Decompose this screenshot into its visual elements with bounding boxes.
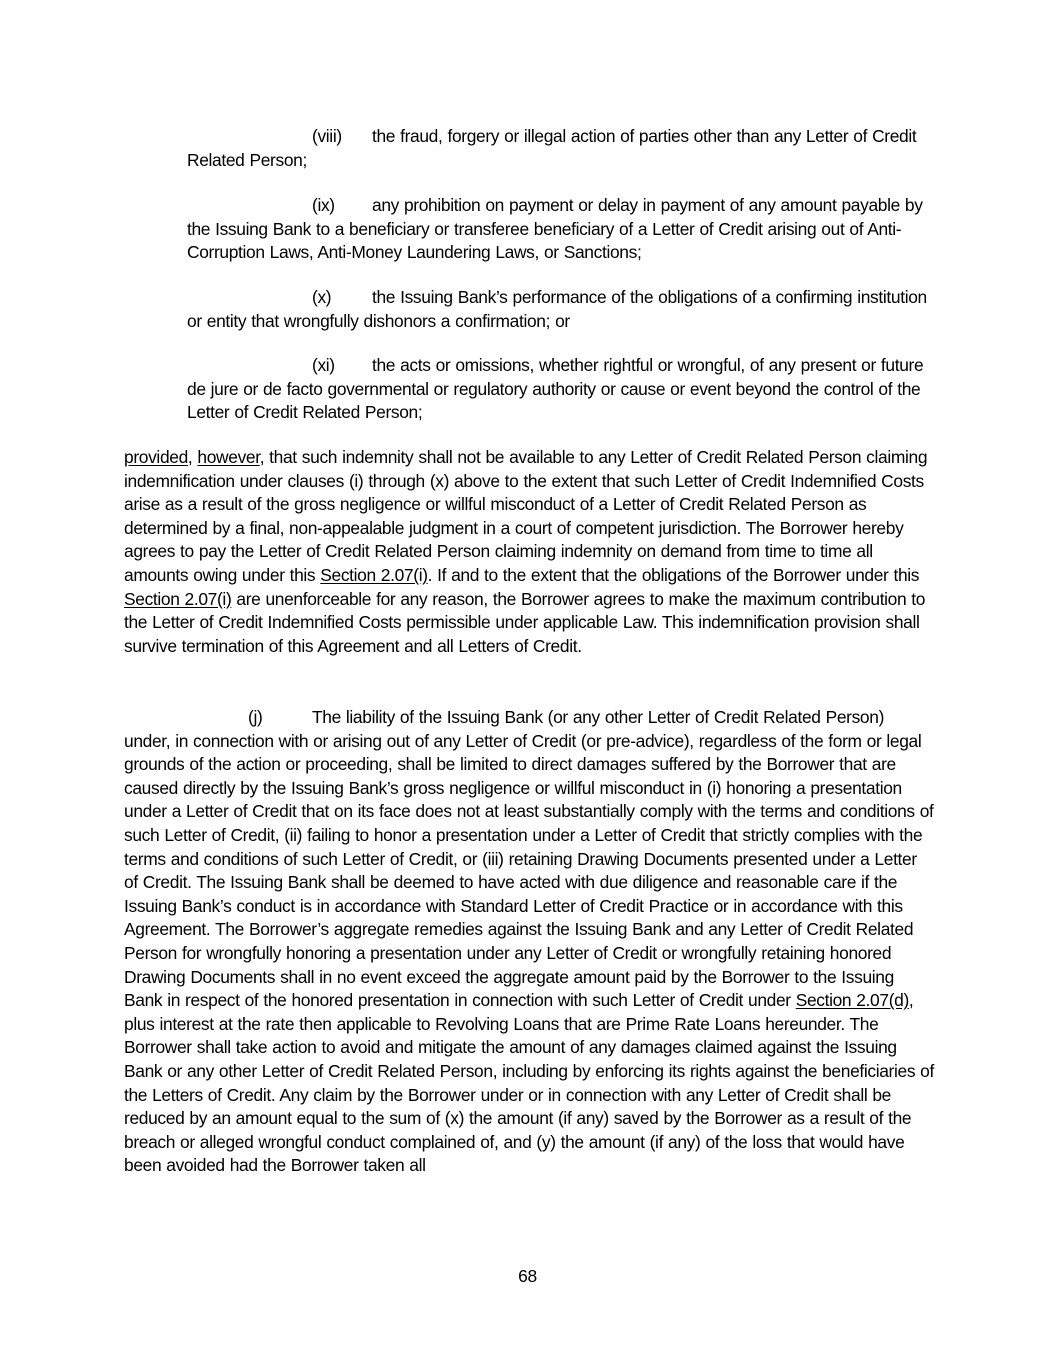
clause-ix bbox=[187, 194, 932, 265]
clause-x bbox=[187, 286, 932, 333]
section-j-text-1: The liability of the Issuing Bank (or any other Letter of Credit Related Person) under, in connection with or arising out of any Letter of Credit (or pre-advice), regardless of the form or legal grounds of the action or proceeding, shall be limited to direct damages suffered by the Borrower that are caused directly by the Issuing Bank’s gross negligence or willful misconduct in (i) honoring a presentation under a Letter of Credit that on its face does not at least substantially comply with the terms and conditions of such Letter of Credit, (ii) failing to honor a presentation under a Letter of Credit that strictly complies with the terms and conditions of such Letter of Credit, or (iii) retaining Drawing Documents presented under a Letter of Credit. The Issuing Bank shall be deemed to have acted with due diligence and reasonable care if the Issuing Bank’s conduct is in accordance with Standard Letter of Credit Practice or in accordance with this Agreement. The Borrower’s aggregate remedies against the Issuing Bank and any Letter of Credit Related Person for wrongfully honoring a presentation under any Letter of Credit or wrongfully retaining honored Drawing Documents shall in no event exceed the aggregate amount paid by the Borrower to the Issuing Bank in respect of the honored presentation in connection with such Letter of Credit under bbox=[124, 707, 934, 1011]
proviso-paragraph bbox=[124, 446, 934, 658]
proviso-text-2: . If and to the extent that the obligations of the Borrower under this bbox=[427, 564, 920, 585]
clause-xi-label: (xi) bbox=[312, 355, 335, 375]
clause-viii-label: (viii) bbox=[312, 126, 342, 146]
proviso-text-1: , that such indemnity shall not be available to any Letter of Credit Related Person claiming indemnification under clauses (i) through (x) above to the extent that such Letter of Credit Indemnified Costs arise as a result of the gross negligence or willful misconduct of a Letter of Credit Related Person as determined by a final, non-appealable judgment in a court of competent jurisdiction. The Borrower hereby agrees to pay the Letter of Credit Related Person claiming indemnity on demand from time to time all amounts owing under this bbox=[124, 447, 928, 585]
proviso-text-3: are unenforceable for any reason, the Borrower agrees to make the maximum contribution to the Letter of Credit Indemnified Costs permissible under applicable Law. This indemnification provision shall survive termination of this Agreement and all Letters of Credit. bbox=[124, 588, 926, 656]
page-number: 68 bbox=[518, 1266, 537, 1286]
section-reference-link[interactable]: Section 2.07(i) bbox=[124, 588, 232, 609]
section-j-label: (j) bbox=[248, 707, 263, 727]
clause-x-label: (x) bbox=[312, 287, 332, 307]
clause-xi-text: the acts or omissions, whether rightful or wrongful, of any present or future de jure or de facto governmental or regulatory authority or cause or event beyond the control of the Letter of Credit Related Person; bbox=[187, 355, 924, 423]
section-j-text-2: , plus interest at the rate then applicable to Revolving Loans that are Prime Rate Loans hereunder. The Borrower shall take action to avoid and mitigate the amount of any damages claimed against the Issuing Bank or any other Letter of Credit Related Person, including by enforcing its rights against the beneficiaries of the Letters of Credit. Any claim by the Borrower under or in connection with any Letter of Credit shall be reduced by an amount equal to the sum of (x) the amount (if any) saved by the Borrower as a result of the breach or alleged wrongful conduct complained of, and (y) the amount (if any) of the loss that would have been avoided had the Borrower taken all bbox=[124, 990, 934, 1176]
section-reference-link[interactable]: Section 2.07(i) bbox=[320, 564, 428, 585]
section-j-paragraph bbox=[124, 706, 934, 1178]
clause-viii-text: the fraud, forgery or illegal action of parties other than any Letter of Credit Related Person; bbox=[187, 126, 917, 170]
provided-term: provided bbox=[124, 447, 188, 467]
clause-ix-text: any prohibition on payment or delay in payment of any amount payable by the Issuing Bank to a beneficiary or transferee beneficiary of a Letter of Credit arising out of Anti-Corruption Laws, Anti-Money Laundering Laws, or Sanctions; bbox=[187, 195, 923, 263]
section-reference-link[interactable]: Section 2.07(d) bbox=[795, 990, 909, 1011]
clause-x-text: the Issuing Bank’s performance of the obligations of a confirming institution or entity that wrongfully dishonors a confirmation; or bbox=[187, 287, 927, 331]
however-term: however bbox=[197, 447, 260, 467]
clause-xi bbox=[187, 354, 932, 425]
clause-viii bbox=[187, 125, 932, 172]
clause-ix-label: (ix) bbox=[312, 195, 335, 215]
proviso-comma: , bbox=[187, 447, 198, 467]
